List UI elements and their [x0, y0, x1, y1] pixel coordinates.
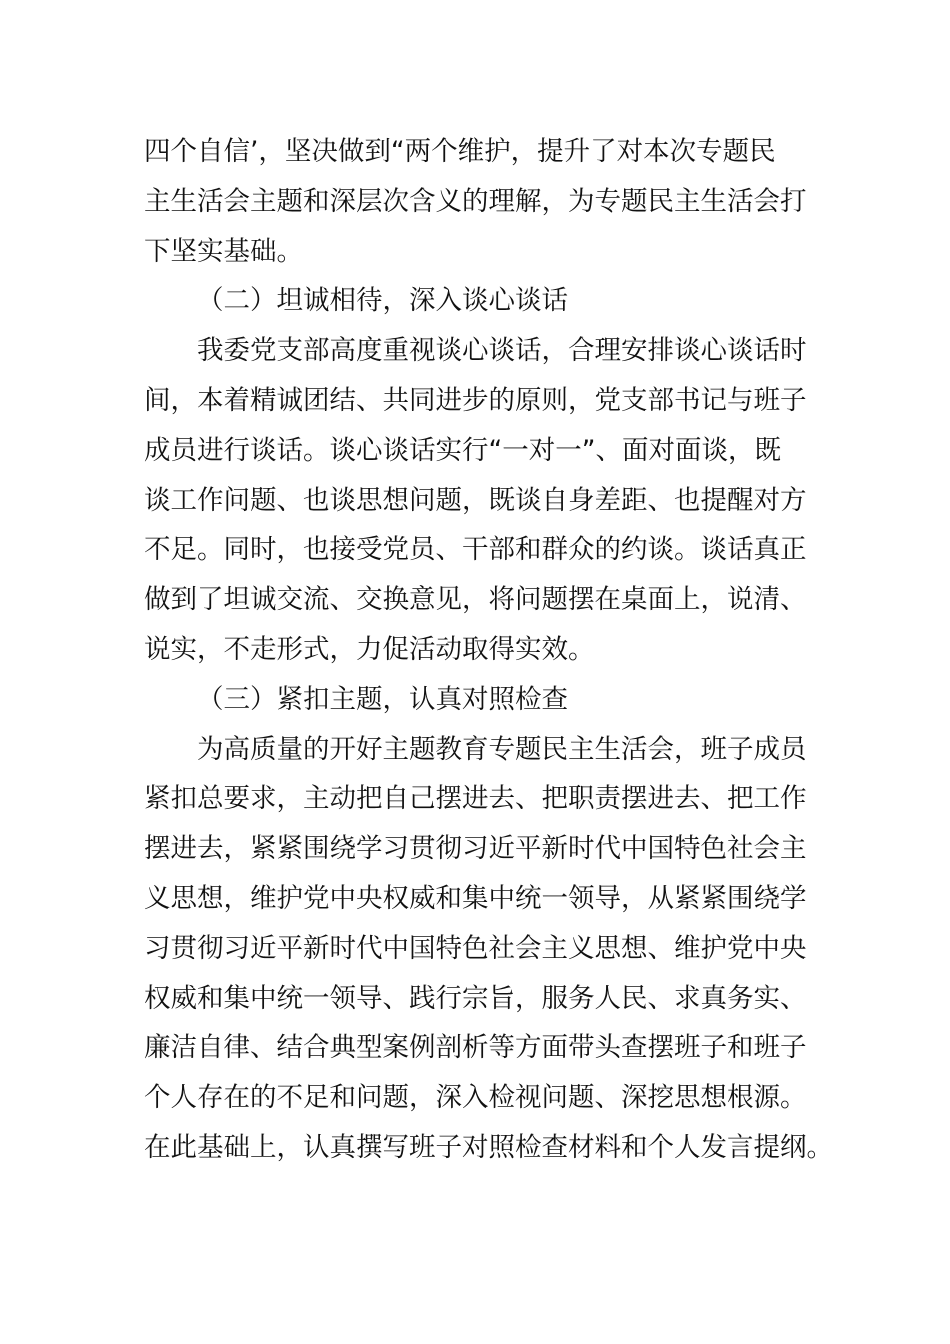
paragraph-line: 为高质量的开好主题教育专题民主生活会，班子成员 — [197, 733, 807, 765]
paragraph-line: 我委党支部高度重视谈心谈话，合理安排谈心谈话时 — [197, 335, 807, 367]
paragraph-line: 紧扣总要求，主动把自己摆进去、把职责摆进去、把工作 — [144, 783, 807, 815]
paragraph-line: 谈工作问题、也谈思想问题，既谈自身差距、也提醒对方 — [144, 484, 807, 516]
section-heading-3: （三）紧扣主题，认真对照检查 — [197, 683, 568, 715]
paragraph-line: 习贯彻习近平新时代中国特色社会主义思想、维护党中央 — [144, 932, 807, 964]
paragraph-line: 成员进行谈话。谈心谈话实行“一对一”、面对面谈，既 — [144, 434, 781, 466]
paragraph-line: 廉洁自律、结合典型案例剖析等方面带头查摆班子和班子 — [144, 1032, 807, 1064]
paragraph-line: 说实，不走形式，力促活动取得实效。 — [144, 633, 595, 665]
document-body — [144, 127, 833, 1173]
paragraph-line: 做到了坦诚交流、交换意见，将问题摆在桌面上，说清、 — [144, 584, 807, 616]
paragraph-line: 权威和集中统一领导、践行宗旨，服务人民、求真务实、 — [144, 982, 807, 1014]
paragraph-line: 间，本着精诚团结、共同进步的原则，党支部书记与班子 — [144, 384, 807, 416]
paragraph-line: 四个自信’，坚决做到“两个维护，提升了对本次专题民 — [144, 136, 776, 167]
paragraph-line: 个人存在的不足和问题，深入检视问题、深挖思想根源。 — [144, 1082, 807, 1114]
section-heading-2: （二）坦诚相待，深入谈心谈话 — [197, 285, 568, 317]
paragraph-line: 义思想，维护党中央权威和集中统一领导，从紧紧围绕学 — [144, 882, 807, 914]
paragraph-line: 下坚实基础。 — [144, 235, 303, 267]
paragraph-line: 在此基础上，认真撰写班子对照检查材料和个人发言提纲。 — [144, 1131, 833, 1163]
paragraph-line: 摆进去，紧紧围绕学习贯彻习近平新时代中国特色社会主 — [144, 833, 807, 865]
paragraph-line: 主生活会主题和深层次含义的理解，为专题民主生活会打 — [144, 185, 807, 217]
paragraph-line: 不足。同时，也接受党员、干部和群众的约谈。谈话真正 — [144, 534, 807, 566]
